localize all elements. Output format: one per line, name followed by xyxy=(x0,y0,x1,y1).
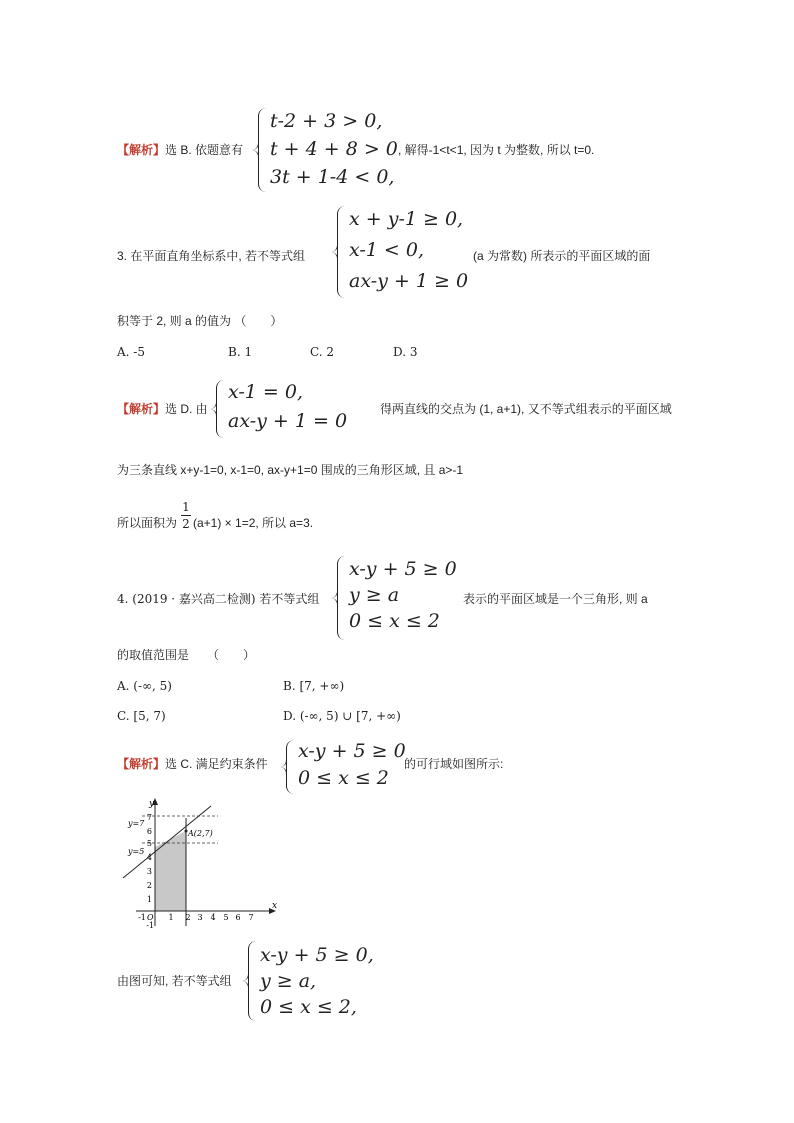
origin-label: O xyxy=(147,913,154,922)
point-a-label: A(2,7) xyxy=(188,829,213,838)
equation: x-y + 5 ≥ 0, xyxy=(260,944,374,966)
x-tick: 2 xyxy=(185,913,191,922)
analysis-text: 所以面积为 xyxy=(117,516,178,530)
line-label-y7: y=7 xyxy=(128,819,145,828)
y-tick: 4 xyxy=(146,853,152,862)
x-axis-label: x xyxy=(272,901,278,911)
y-tick: 7 xyxy=(146,813,152,822)
equation: y ≥ a, xyxy=(260,970,317,992)
equation: x-1 = 0, xyxy=(228,381,304,403)
y-tick: 5 xyxy=(146,839,152,848)
left-brace xyxy=(286,740,297,794)
option-d: D. 3 xyxy=(393,345,418,359)
question-3-text: 3. 在平面直角坐标系中, 若不等式组 xyxy=(117,249,306,263)
question-3-text: (a 为常数) 所表示的平面区域的面 xyxy=(473,249,651,263)
equation: x-y + 5 ≥ 0 xyxy=(349,558,457,580)
equation: 3t + 1-4 < 0, xyxy=(270,166,395,188)
left-brace xyxy=(216,380,227,438)
analysis-text: 的可行域如图所示: xyxy=(404,757,504,771)
x-tick: 7 xyxy=(248,913,254,922)
analysis-text: 得两直线的交点为 (1, a+1), 又不等式组表示的平面区域 xyxy=(380,402,672,416)
y-tick: -1 xyxy=(146,921,154,930)
x-tick: 3 xyxy=(197,913,203,922)
equation: x + y-1 ≥ 0, xyxy=(349,208,464,230)
question-4-text: 的取值范围是 （ ） xyxy=(117,648,256,662)
option-c: C. [5, 7) xyxy=(117,709,166,723)
x-tick: 1 xyxy=(168,913,174,922)
equation: t-2 + 3 > 0, xyxy=(270,110,383,132)
equation: x-1 < 0, xyxy=(349,239,425,261)
option-d: D. (-∞, 5) ∪ [7, +∞) xyxy=(283,709,401,723)
option-a: A. (-∞, 5) xyxy=(117,679,172,693)
line-label-y5: y=5 xyxy=(128,847,145,856)
x-tick: 6 xyxy=(235,913,241,922)
y-tick: 3 xyxy=(146,867,152,876)
fraction: 1 2 xyxy=(182,500,190,531)
equation: y ≥ a xyxy=(349,584,400,606)
y-tick: 1 xyxy=(146,895,152,904)
analysis-text: 选 D. 由 xyxy=(165,402,208,416)
analysis-tag: 【解析】 xyxy=(117,402,166,416)
equation: 0 ≤ x ≤ 2 xyxy=(349,610,440,632)
equation: x-y + 5 ≥ 0 xyxy=(298,740,406,762)
left-brace xyxy=(337,556,348,640)
question-4-text: 4. (2019 · 嘉兴高二检测) 若不等式组 xyxy=(117,592,320,606)
feasible-region-graph xyxy=(118,796,286,932)
analysis-line-2 xyxy=(117,401,208,417)
option-b: B. [7, +∞) xyxy=(283,679,345,693)
x-tick: 4 xyxy=(210,913,216,922)
option-a: A. -5 xyxy=(117,345,145,359)
analysis-line-3 xyxy=(117,756,268,772)
analysis-tag: 【解析】 xyxy=(117,143,166,157)
analysis-tag: 【解析】 xyxy=(117,757,166,771)
left-brace xyxy=(337,206,348,298)
analysis-text: , 解得-1<t<1, 因为 t 为整数, 所以 t=0. xyxy=(398,143,595,157)
x-tick: 5 xyxy=(223,913,229,922)
y-tick: 6 xyxy=(146,827,152,836)
analysis-text: (a+1) × 1=2, 所以 a=3. xyxy=(193,516,314,530)
equation: ax-y + 1 ≥ 0 xyxy=(349,270,469,292)
conclusion-text: 由图可知, 若不等式组 xyxy=(117,974,232,988)
y-tick: 2 xyxy=(146,881,152,890)
analysis-text: 为三条直线 x+y-1=0, x-1=0, ax-y+1=0 围成的三角形区域, 且 a>-1 xyxy=(117,463,464,477)
equation: t + 4 + 8 > 0 xyxy=(270,138,398,160)
analysis-text: 选 C. 满足约束条件 xyxy=(165,757,268,771)
analysis-text: 选 B. 依题意有 xyxy=(165,143,244,157)
left-brace xyxy=(258,108,269,192)
option-b: B. 1 xyxy=(228,345,253,359)
equation: 0 ≤ x ≤ 2 xyxy=(298,767,389,789)
option-c: C. 2 xyxy=(310,345,335,359)
question-4-text: 表示的平面区域是一个三角形, 则 a xyxy=(463,592,648,606)
analysis-line-1 xyxy=(117,142,243,158)
x-tick: -1 xyxy=(138,913,146,922)
question-3-text: 积等于 2, 则 a 的值为 （ ） xyxy=(117,314,283,328)
y-axis-label: y xyxy=(149,799,155,809)
left-brace xyxy=(248,941,259,1021)
equation: 0 ≤ x ≤ 2, xyxy=(260,996,357,1018)
equation: ax-y + 1 = 0 xyxy=(228,410,348,432)
